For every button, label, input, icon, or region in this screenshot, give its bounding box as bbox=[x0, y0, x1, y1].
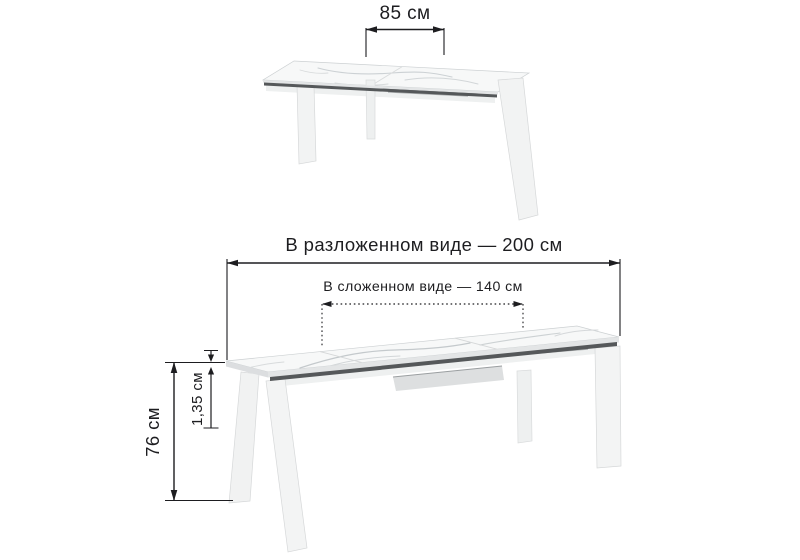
table-leg-front-right bbox=[595, 346, 621, 468]
arrowhead-right bbox=[433, 26, 444, 33]
table-leg-front-right bbox=[498, 78, 538, 220]
table-leg-front-left bbox=[266, 379, 307, 552]
arrowhead-right bbox=[514, 301, 524, 307]
height-dimension-label: 76 см bbox=[141, 407, 163, 457]
extended-table-illustration bbox=[226, 326, 621, 552]
table-leg-back-right bbox=[517, 370, 532, 443]
depth-dimension-label: 85 см bbox=[379, 3, 431, 24]
unfolded-length-label: В разложенном виде — 200 см bbox=[285, 234, 563, 255]
arrowhead-down bbox=[208, 355, 214, 363]
arrowhead-down bbox=[171, 490, 178, 501]
folded-length-label: В сложенном виде — 140 см bbox=[323, 279, 523, 295]
arrowhead-left bbox=[227, 260, 238, 267]
arrowhead-up bbox=[171, 362, 178, 373]
thickness-dimension-label: 1,35 см bbox=[188, 372, 206, 426]
depth-dimension-85 bbox=[366, 3, 444, 57]
table-leg-back-left bbox=[229, 372, 259, 503]
arrowhead-right bbox=[609, 260, 620, 267]
height-dimension-76 bbox=[142, 362, 233, 501]
folded-table-illustration bbox=[263, 61, 538, 220]
arrowhead-left bbox=[366, 26, 377, 33]
arrowhead-left bbox=[322, 301, 332, 307]
table-leg-front-left bbox=[297, 85, 316, 164]
arrowhead-up bbox=[208, 367, 214, 375]
